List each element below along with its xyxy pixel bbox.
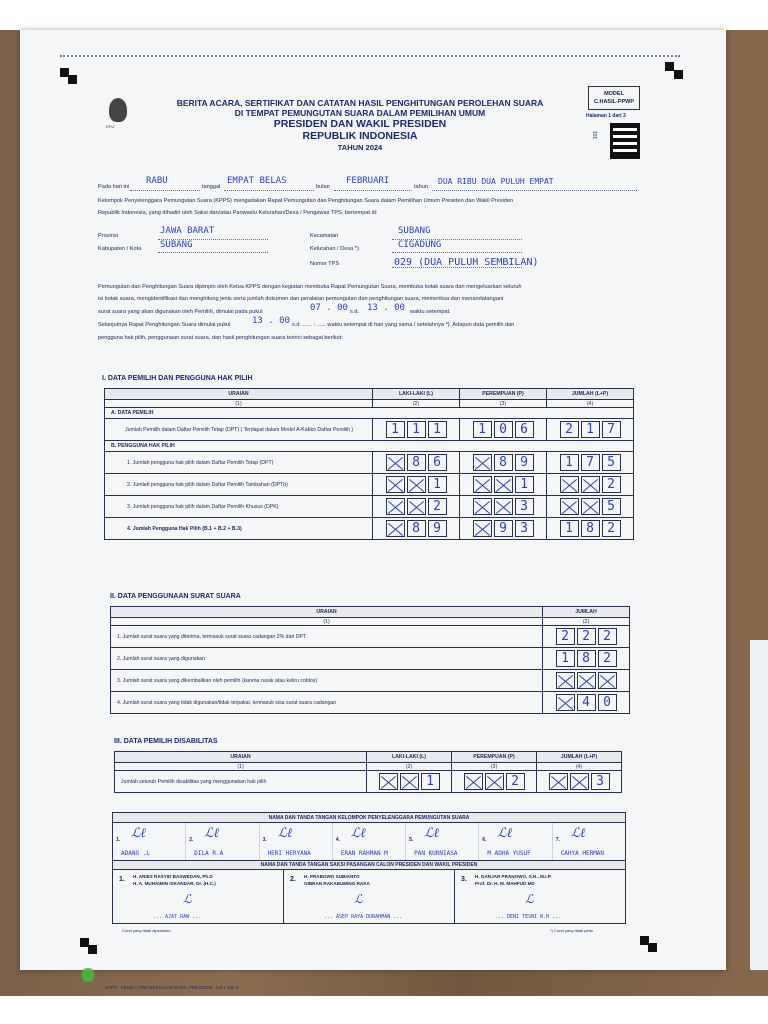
digit-box[interactable]: 1 <box>581 421 600 438</box>
digit-box-crossed[interactable] <box>560 476 579 493</box>
kabupaten-value: SUBANG <box>160 240 193 250</box>
section-1-title: I. DATA PEMILIH DAN PENGGUNA HAK PILIH <box>102 375 253 382</box>
saksi-number: 1. <box>119 876 125 883</box>
form-title <box>170 98 550 153</box>
month-label: bulan <box>316 184 330 190</box>
signature-scribble-icon: ℒ <box>354 892 363 906</box>
kelurahan-label: Kelurahan / Desa *) <box>310 246 359 252</box>
b3-label: 3. Jumlah pengguna hak pilih dalam Daftar Pemilih Khusus (DPK) <box>105 496 373 518</box>
digit-box-crossed[interactable] <box>549 773 568 790</box>
paragraph-4: Selanjutnya Rapat Penghitungan Suara dimulai pukul <box>98 322 231 328</box>
month-value: FEBRUARI <box>346 176 390 186</box>
signature-scribble-icon: ℒℓ <box>204 826 220 841</box>
saksi-signature-cell <box>113 870 284 923</box>
saksi-candidate-2: H. A. MUHAIMIN ISKANDAR, Dr. (H.C.) <box>133 881 216 886</box>
paragraph-2: isi kotak suara, mengidentifikasi dan menghitung jenis serta jumlah dokumen dan peralatan pemungutan dan penghitungan suara, memeriksa dan menandatangani <box>98 296 504 302</box>
digit-box-crossed[interactable] <box>494 498 513 515</box>
digit-box-crossed[interactable] <box>386 476 405 493</box>
kpps-number: 6. <box>482 837 487 843</box>
fold-line <box>60 55 680 57</box>
digit-box[interactable]: 1 <box>428 421 447 438</box>
title-line5: TAHUN 2024 <box>337 143 383 152</box>
saksi-signature-cell <box>455 870 625 923</box>
kpps-name: HERI HERYANA <box>267 850 311 857</box>
digit-box[interactable]: 1 <box>428 476 447 493</box>
digit-box[interactable]: 5 <box>602 454 621 471</box>
section-3-table: URAIAN LAKI-LAKI (L) PEREMPUAN (P) JUMLAH (L+P) (1) (2) (3) (4) Jumlah seluruh Pemilih disabilitas yang menggunakan hak pilih 1 2 3 <box>114 751 622 793</box>
provinsi-value: JAWA BARAT <box>160 226 215 236</box>
digit-box[interactable]: 2 <box>602 520 621 537</box>
digit-box[interactable]: 2 <box>577 628 596 645</box>
digit-box[interactable]: 9 <box>515 454 534 471</box>
digit-box[interactable]: 1 <box>560 520 579 537</box>
kpps-number: 5. <box>409 837 414 843</box>
second-sheet-edge <box>750 640 768 970</box>
kpps-signature-cell <box>479 823 552 860</box>
saksi-candidate-2: Prof. Dr. H. M. MAHFUD MD <box>475 881 535 886</box>
digit-box[interactable]: 8 <box>407 520 426 537</box>
digit-box[interactable]: 9 <box>494 520 513 537</box>
saksi-title: NAMA DAN TANDA TANGAN SAKSI PASANGAN CALON PRESIDEN DAN WAKIL PRESIDEN <box>113 861 625 870</box>
signature-block <box>112 812 626 924</box>
digit-box[interactable]: 4 <box>577 694 596 711</box>
disabilitas-row-label: Jumlah seluruh Pemilih disabilitas yang menggunakan hak pilih <box>115 771 367 793</box>
saksi-sign-name: ... AJAT RAW ... <box>153 914 202 920</box>
ss-row-4-label: 4. Jumlah surat suara yang tidak digunakan/tidak terpakai, termasuk sisa surat suara cadangan <box>111 692 543 714</box>
intro-text-2: Republik Indonesia, yang dihadiri oleh Saksi dan/atau Panwaslu Kelurahan/Desa / Pengawas TPS, bertempat di: <box>98 210 378 216</box>
signature-scribble-icon: ℒℓ <box>131 826 146 841</box>
bottom-margin <box>0 996 768 1024</box>
date-value: EMPAT BELAS <box>227 176 287 186</box>
digit-box[interactable]: 1 <box>560 454 579 471</box>
digit-box[interactable]: 8 <box>494 454 513 471</box>
digit-box-crossed[interactable] <box>570 773 589 790</box>
title-line1: BERITA ACARA, SERTIFIKAT DAN CATATAN HASIL PENGHITUNGAN PEROLEHAN SUARA <box>176 98 544 108</box>
digit-box[interactable]: 1 <box>386 421 405 438</box>
digit-box[interactable]: 1 <box>515 476 534 493</box>
kpps-name: PAN KURNIASA <box>414 850 458 857</box>
digit-box-crossed[interactable] <box>386 498 405 515</box>
digit-box-crossed[interactable] <box>379 773 398 790</box>
ss-row-1-label: 1. Jumlah surat suara yang diterima, termasuk surat suara cadangan 2% dari DPT <box>111 626 543 648</box>
digit-box[interactable]: 2 <box>560 421 579 438</box>
day-value: RABU <box>146 176 168 186</box>
kpps-signature-cell <box>553 823 625 860</box>
title-line2: DI TEMPAT PEMUNGUTAN SUARA DALAM PEMILIHAN UMUM <box>234 108 486 118</box>
digit-box-crossed[interactable] <box>581 498 600 515</box>
kpps-signatures <box>113 823 625 861</box>
qr-number: 101 <box>593 130 600 140</box>
kpps-name: M ADHA YUSUF <box>487 850 531 857</box>
digit-box[interactable]: 2 <box>602 476 621 493</box>
digit-box[interactable]: 6 <box>515 421 534 438</box>
digit-box[interactable]: 9 <box>428 520 447 537</box>
signature-scribble-icon: ℒℓ <box>424 826 439 841</box>
saksi-candidate-1: H. GANJAR PRANOWO, S.H., M.I.P. <box>475 874 552 879</box>
signature-scribble-icon: ℒℓ <box>570 826 586 841</box>
kpps-number: 2. <box>189 837 194 843</box>
digit-box-crossed[interactable] <box>577 672 596 689</box>
digit-box-crossed[interactable] <box>473 454 492 471</box>
kecamatan-label: Kecamatan <box>310 233 339 239</box>
ss-row-2-label: 2. Jumlah surat suara yang digunakan <box>111 648 543 670</box>
section-1-table: URAIAN LAKI-LAKI (L) PEREMPUAN (P) JUMLAH (L+P) (1) (2) (3) (4) A. DATA PEMILIH Jumlah Pemilih dalam Daftar Pemilih Tetap (DPT) ( Terdapat dalam Model A-Kabko Daftar Pemilih ) 1 1 1 1 0 6 2 1 7 B. PENGGUNA HAK PILIH 1. Jumlah pengguna hak pilih dalam Daftar Pemilih Tetap (DPT) 8 6 8 9 1 7 5 2. Jumlah pengguna hak pilih dalam Daftar Pemilih Tambahan (DPTb) 1 1 2 3. Jumlah pengguna hak pilih dalam Daftar Pemilih Khusus (DPK) 2 3 5 4. Jumlah Pengguna Hak Pilih (B.1 + B.2 + B.3) 8 9 9 3 1 8 2 <box>104 388 634 540</box>
kpps-number: 3. <box>262 837 267 843</box>
b2-label: 2. Jumlah pengguna hak pilih dalam Daftar Pemilih Tambahan (DPTb) <box>105 474 373 496</box>
digit-box[interactable]: 7 <box>602 421 621 438</box>
digit-box-crossed[interactable] <box>556 672 575 689</box>
digit-box[interactable]: 0 <box>598 694 617 711</box>
b4-label: 4. Jumlah Pengguna Hak Pilih (B.1 + B.2 + B.3) <box>105 518 373 540</box>
digit-box[interactable]: 1 <box>473 421 492 438</box>
start-time: 07 . 00 <box>310 303 348 313</box>
digit-box[interactable]: 6 <box>428 454 447 471</box>
kelurahan-value: CIGADUNG <box>398 240 442 250</box>
ss-row-3-label: 3. Jumlah surat suara yang dikembalikan oleh pemilih (karena rusak atau keliru coblos) <box>111 670 543 692</box>
qr-code-icon <box>610 123 640 159</box>
digit-box[interactable]: 1 <box>407 421 426 438</box>
count-start-time: 13 . 00 <box>252 316 290 326</box>
title-line3: PRESIDEN DAN WAKIL PRESIDEN <box>273 118 447 130</box>
page-indicator: Halaman 1 dari 3 <box>586 113 626 119</box>
dpt-row-label: Jumlah Pemilih dalam Daftar Pemilih Tetap (DPT) ( Terdapat dalam Model A-Kabko Daftar Pemilih ) <box>105 419 373 441</box>
day-label: Pada hari ini <box>98 184 130 190</box>
kpps-name: ERAN RAHMAN M <box>340 850 388 857</box>
corner-marker <box>88 945 97 954</box>
digit-box-crossed[interactable] <box>386 454 405 471</box>
digit-box-crossed[interactable] <box>581 476 600 493</box>
end-time: 13 . 00 <box>367 303 405 313</box>
kpps-name: DILA R.A <box>194 850 224 857</box>
corner-marker <box>68 75 77 84</box>
saksi-sign-name: ... DENI TESNI N.H ... <box>495 914 562 920</box>
waktu-label: waktu setempat. <box>410 309 451 315</box>
digit-box[interactable]: 1 <box>556 650 575 667</box>
kpps-number: 1. <box>116 837 121 843</box>
digit-box-crossed[interactable] <box>407 498 426 515</box>
green-sticker-icon <box>82 968 94 982</box>
digit-box-crossed[interactable] <box>598 672 617 689</box>
provinsi-label: Provinsi <box>98 233 118 239</box>
kpps-title: NAMA DAN TANDA TANGAN KELOMPOK PENYELENGGARA PEMUNGUTAN SUARA <box>113 813 625 823</box>
digit-box-crossed[interactable] <box>407 476 426 493</box>
paragraph-4b: s.d. ...... : ...... waktu setempat di hari yang sama / setelahnya *). Adapun data pemilih dan <box>292 322 515 328</box>
signature-scribble-icon: ℒ <box>525 892 534 906</box>
digit-box-crossed[interactable] <box>473 520 492 537</box>
digit-box-crossed[interactable] <box>473 498 492 515</box>
b1-label: 1. Jumlah pengguna hak pilih dalam Daftar Pemilih Tetap (DPT) <box>105 452 373 474</box>
digit-box[interactable]: 3 <box>515 498 534 515</box>
digit-box[interactable]: 7 <box>581 454 600 471</box>
digit-box[interactable]: 2 <box>556 628 575 645</box>
signature-scribble-icon: ℒℓ <box>277 826 293 841</box>
year-label: tahun <box>414 184 428 190</box>
saksi-number: 2. <box>290 876 296 883</box>
kpps-number: 4. <box>335 837 341 843</box>
kpps-name: CAHYA HERMAN <box>560 850 605 857</box>
kpps-signature-cell <box>333 823 406 860</box>
paragraph-3: surat suara yang akan digunakan oleh Pemilih, dimulai pada pukul <box>98 309 263 315</box>
date-label: tanggal <box>202 184 221 190</box>
saksi-candidate-1: H. ANIES RASYID BASWEDAN, Ph.D <box>133 874 213 879</box>
corner-marker <box>665 62 674 71</box>
saksi-candidate-1: H. PRABOWO SUBIANTO <box>304 874 360 879</box>
sd-label: s.d. <box>350 309 360 315</box>
saksi-number: 3. <box>461 876 467 883</box>
digit-box-crossed[interactable] <box>556 694 575 711</box>
form-sheet <box>20 30 726 990</box>
model-box: MODEL C.HASIL-PPWP <box>588 86 640 110</box>
section-2-table: URAIAN JUMLAH (1) (2) 1. Jumlah surat suara yang diterima, termasuk surat suara cadangan 2% dari DPT 2 2 2 2. Jumlah surat suara yang digunakan 1 8 2 3. Jumlah surat suara yang dikembalikan oleh pemilih (karena rusak atau keliru coblos) 4. Jumlah surat suara yang tidak digunakan/tidak terpakai, termasuk sisa surat suara cadangan 4 0 <box>110 606 630 714</box>
digit-box-crossed[interactable] <box>386 520 405 537</box>
tps-value: 029 (DUA PULUH SEMBILAN) <box>394 257 539 268</box>
digit-box-crossed[interactable] <box>473 476 492 493</box>
saksi-candidate-2: GIBRAN RAKABUMING RAKA <box>304 881 370 886</box>
corner-marker <box>648 943 657 952</box>
signature-scribble-icon: ℒℓ <box>350 826 366 841</box>
top-margin <box>0 0 768 30</box>
section-3-title: III. DATA PEMILIH DISABILITAS <box>114 738 218 745</box>
digit-box[interactable]: 1 <box>421 773 440 790</box>
footer-text: KPPS - PEMILU PRESIDEN DAN WAKIL PRESIDEN - hal 1 dari 3 <box>105 985 239 990</box>
kpps-signature-cell <box>260 823 333 860</box>
signature-scribble-icon: ℒℓ <box>497 826 513 841</box>
digit-box[interactable]: 3 <box>515 520 534 537</box>
saksi-signatures <box>113 870 625 923</box>
kpps-signature-cell <box>113 823 186 860</box>
note-right: *) Coret yang tidak perlu <box>550 928 594 933</box>
kabupaten-label: Kabupaten / Kota <box>98 246 142 252</box>
digit-box-crossed[interactable] <box>494 476 513 493</box>
kpps-number: 7. <box>555 837 560 843</box>
digit-box[interactable]: 2 <box>506 773 525 790</box>
kecamatan-value: SUBANG <box>398 226 431 236</box>
digit-box-crossed[interactable] <box>560 498 579 515</box>
digit-box[interactable]: 8 <box>407 454 426 471</box>
signature-scribble-icon: ℒ <box>183 892 192 906</box>
digit-box[interactable]: 5 <box>602 498 621 515</box>
saksi-signature-cell <box>284 870 455 923</box>
year-value: DUA RIBU DUA PULUH EMPAT <box>438 177 554 186</box>
paragraph-5: pengguna hak pilih, penggunaan surat suara, dan hasil penghitungan suara terinci sebagai berikut: <box>98 335 343 341</box>
digit-box[interactable]: 0 <box>494 421 513 438</box>
note-left: Coret yang tidak diperlukan <box>122 928 171 933</box>
intro-text: Kelompok Penyelenggara Pemungutan Suara (KPPS) mengadakan Rapat Pemungutan dan Penghitungan Suara dalam Pemilihan Umum Presiden dan Wakil Presiden <box>98 198 514 204</box>
paragraph-1: Pemungutan dan Penghitungan Suara dipimpin oleh Ketua KPPS dengan kegiatan membuka Rapat Pemungutan Suara, membuka kotak suara dan mengeluarkan seluruh <box>98 284 522 290</box>
kpps-signature-cell <box>406 823 479 860</box>
digit-box[interactable]: 3 <box>591 773 610 790</box>
digit-box-crossed[interactable] <box>400 773 419 790</box>
tps-label: Nomor TPS <box>310 261 340 267</box>
digit-box-crossed[interactable] <box>464 773 483 790</box>
corner-marker <box>674 70 683 79</box>
digit-box[interactable]: 8 <box>577 650 596 667</box>
kpu-logo: KPU <box>109 98 127 122</box>
kpps-signature-cell <box>186 823 259 860</box>
saksi-sign-name: ... ASEP RAYA DURAHMAN ... <box>324 914 403 920</box>
digit-box[interactable]: 2 <box>598 650 617 667</box>
digit-box[interactable]: 2 <box>598 628 617 645</box>
digit-box-crossed[interactable] <box>485 773 504 790</box>
section-2-title: II. DATA PENGGUNAAN SURAT SUARA <box>110 593 241 600</box>
kpps-name: ADANG .L <box>121 850 150 857</box>
digit-box[interactable]: 8 <box>581 520 600 537</box>
digit-box[interactable]: 2 <box>428 498 447 515</box>
title-line4: REPUBLIK INDONESIA <box>302 130 418 142</box>
